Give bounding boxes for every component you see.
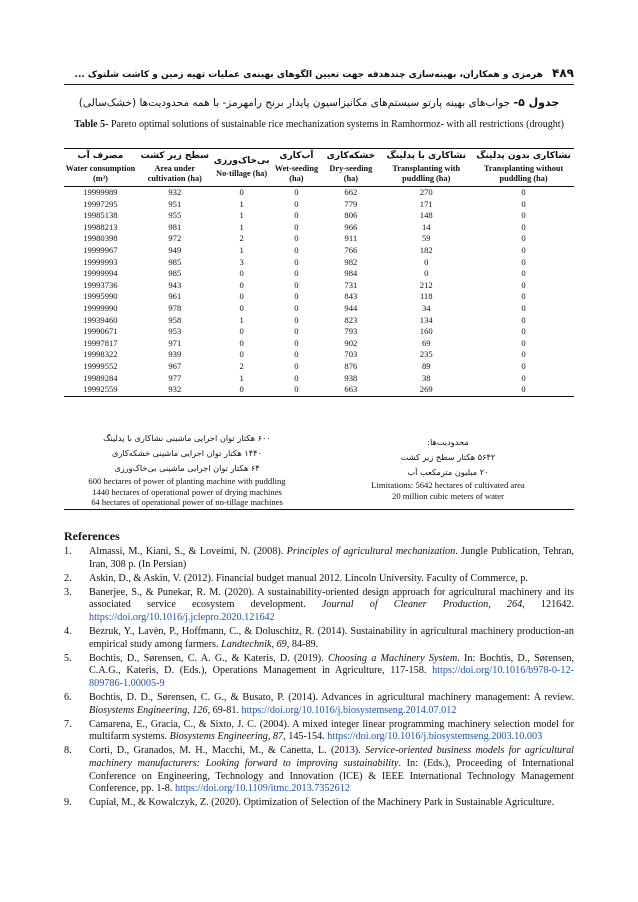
table-cell: 902 (344, 337, 358, 348)
table-cell: 0 (294, 302, 299, 313)
running-header (64, 66, 574, 85)
reference-number: 1. (64, 546, 72, 557)
reference-text: Askin, D., & Askin, V. (2012). Financial budget manual 2012. Lincoln University. Faculty of Commerce, p. (89, 572, 528, 584)
table-cell: 0 (239, 279, 244, 290)
notes-limitations (322, 431, 574, 501)
reference-text: Cupiał, M., & Kowalczyk, Z. (2020). Optimization of Selection of the Machinery Park in Sustainable Agriculture. (89, 797, 555, 809)
note-en-1: 600 hectares of power of planting machine with puddling (88, 476, 286, 486)
reference-doi-link[interactable]: https://doi.org/10.1016/j.biosystemseng.2014.07.012 (241, 704, 457, 716)
table-cell: 19985138 (83, 210, 118, 221)
table-cell: 0 (521, 279, 526, 290)
table-row (64, 361, 574, 373)
reference-number: 7. (64, 718, 72, 730)
note-fa-3: ۶۴ هکتار توان اجرایی ماشینی بی‌خاک‌ورزی (114, 463, 260, 473)
table-row (64, 338, 574, 350)
table-cell: 961 (168, 291, 182, 302)
table-cell: 0 (239, 302, 244, 313)
reference-doi-link[interactable]: https://doi.org/10.1016/b978-0-12-809786-1.00005-9 (89, 665, 574, 689)
reference-text: . In: (Eds.), Proceeding of International Conference on Engineering, Technology and Innovation (ICE) & IEEE International Technology Management Conference, pp. 1-8. (89, 758, 574, 795)
table-cell: 0 (473, 384, 574, 396)
reference-text: , 145-154. (283, 731, 328, 743)
table-cell: 0 (521, 337, 526, 348)
reference-item (64, 573, 574, 586)
table-cell: 949 (168, 244, 182, 255)
table-cell: 843 (344, 291, 358, 302)
reference-text: Camarena, E., Gracia, C., & Sixto, J. C. (2004). A mixed integer linear programming machinery selection model for multifarm systems. (89, 718, 574, 743)
table-cell: 766 (344, 244, 358, 255)
table-cell: 69 (421, 337, 431, 348)
table-cell: 182 (419, 244, 433, 255)
pareto-table (64, 148, 574, 397)
column-header (379, 149, 473, 187)
table-cell: 148 (419, 210, 433, 221)
table-cell: 0 (294, 372, 299, 383)
table-cell: 2 (239, 360, 244, 371)
references-list (64, 546, 574, 811)
table-header-row (64, 149, 574, 187)
reference-doi-link[interactable]: https://doi.org/10.1109/itmc.2013.7352612 (175, 783, 350, 795)
reference-item (64, 587, 574, 625)
table-cell: 34 (421, 302, 431, 313)
table-cell: 134 (419, 314, 433, 325)
table-cell: 0 (239, 187, 244, 197)
table-cell: 0 (521, 302, 526, 313)
table-row (64, 315, 574, 327)
table-cell: 806 (344, 210, 358, 221)
references-heading: References (64, 529, 120, 543)
reference-text: 121642. (524, 599, 574, 611)
column-header-fa: مصرف آب (77, 151, 124, 161)
reference-item (64, 546, 574, 571)
table-cell: 943 (168, 279, 182, 290)
table-row (64, 291, 574, 303)
reference-number: 6. (64, 692, 72, 704)
table-cell: 0 (294, 349, 299, 360)
table-cell: 0 (294, 279, 299, 290)
table-cell: 0 (294, 256, 299, 267)
reference-text: Bochtis, D., Sørensen, C. A. G., & Kateris, D. (2019). (89, 652, 328, 664)
table-cell: 0 (239, 291, 244, 302)
table-cell: 0 (521, 291, 526, 302)
table-cell: 19990671 (83, 326, 118, 337)
table-cell: 1 (239, 314, 244, 325)
reference-text: Banerjee, S., & Punekar, R. M. (2020). A sustainability-oriented design approach for agricultural machinery and its associated service ecosystem development. (89, 586, 574, 611)
reference-text: Bochtis, D. D., Sørensen, C. G., & Busato, P. (2014). Advances in agricultural machinery management: A review. (89, 692, 574, 704)
reference-item (64, 653, 574, 691)
reference-title: Journal of Cleaner Production, 264, (321, 599, 525, 611)
table-row (64, 233, 574, 245)
table-cell: 0 (294, 268, 299, 279)
column-header (137, 149, 213, 187)
table-row (64, 326, 574, 338)
table-cell: 19939460 (83, 314, 118, 325)
table-row (64, 199, 574, 211)
table-row (64, 187, 574, 199)
table-cell: 876 (344, 360, 358, 371)
note-fa-1: ۶۰۰ هکتار توان اجرایی ماشینی نشاکاری با پدلینگ (103, 433, 271, 443)
table-cell: 1 (239, 210, 244, 221)
table-cell: 160 (419, 326, 433, 337)
table-row (64, 210, 574, 222)
reference-text: , 84-89. (286, 638, 319, 650)
table-cell: 944 (344, 302, 358, 313)
column-header (271, 149, 323, 187)
table-cell: 270 (419, 187, 433, 197)
limitation-en-1: Limitations: 5642 hectares of cultivated area (371, 480, 525, 490)
reference-number: 9. (64, 797, 72, 809)
column-header-en: Area under cultivation (ha) (147, 164, 202, 183)
column-header (473, 149, 574, 187)
table-cell: 0 (294, 187, 299, 197)
table-cell: 3 (239, 256, 244, 267)
column-header-fa: خشکه‌کاری (326, 151, 376, 161)
table-row (64, 349, 574, 361)
table-cell: 0 (213, 384, 271, 396)
table-cell: 0 (521, 210, 526, 221)
table-cell: 2 (239, 233, 244, 244)
table-row (64, 384, 574, 396)
table-cell: 966 (344, 221, 358, 232)
note-en-2: 1440 hectares of operational power of drying machines (92, 486, 282, 497)
reference-text: . In: Bochtis, D., Sørensen, C.A.G., Kateris, D. (Eds.), Operations Management in Agriculture, 117-158. (89, 652, 575, 677)
reference-number: 4. (64, 626, 72, 638)
reference-title: Service-oriented business models for agricultural machinery manufacturers: Looking forward to improving sustainability (89, 745, 575, 769)
table-cell: 779 (344, 198, 358, 209)
reference-item (64, 692, 574, 717)
column-header (64, 149, 137, 187)
table-cell: 985 (168, 268, 182, 279)
table-cell: 985 (168, 256, 182, 267)
table-cell: 0 (239, 326, 244, 337)
table-row (64, 268, 574, 280)
table-cell: 269 (379, 384, 473, 396)
table-cell: 1 (239, 198, 244, 209)
reference-title: Choosing a Machinery System (327, 652, 458, 664)
table-cell: 0 (239, 268, 244, 279)
limitation-en-2: 20 million cubic meters of water (392, 490, 504, 501)
table-cell: 235 (419, 349, 433, 360)
table-cell: 19999989 (83, 187, 118, 197)
table-row (64, 245, 574, 257)
table-cell: 0 (294, 233, 299, 244)
page-number: ۴۸۹ (552, 66, 574, 80)
column-header-fa: نشاکاری با پدلینگ (386, 151, 466, 161)
table-cell: 118 (419, 291, 433, 302)
table-notes (64, 431, 574, 510)
table-cell: 953 (168, 326, 182, 337)
table-cell: 0 (521, 198, 526, 209)
table-caption-fa-text: جواب‌های بهینه پارتو سیستم‌های مکانیزاسیون پایدار برنج رامهرمز- با همه محدودیت‌ها (خشک‌سالی) (78, 97, 511, 109)
table-caption-en (60, 118, 578, 131)
table-cell: 0 (521, 372, 526, 383)
table-caption-fa-label: جدول ۵- (513, 96, 560, 109)
table-cell: 823 (344, 314, 358, 325)
column-header-en: No-tillage (ha) (216, 169, 268, 178)
table-caption-fa (60, 96, 578, 109)
column-header-en: Wet-seeding (ha) (274, 164, 319, 183)
table-cell: 0 (294, 221, 299, 232)
reference-text: Corti, D., Granados, M. H., Macchi, M., & Canetta, L. (2013). (89, 745, 366, 757)
table-cell: 0 (521, 187, 526, 197)
limitation-fa-2: ۲۰ میلیون مترمکعب آب (407, 467, 489, 477)
table-cell: 731 (344, 279, 358, 290)
limitations-title-fa: محدودیت‌ها: (427, 437, 469, 447)
table-cell: 0 (521, 221, 526, 232)
table-cell: 703 (344, 349, 358, 360)
reference-number: 5. (64, 652, 72, 664)
limitation-fa-1: ۵۶۴۲ هکتار سطح زیر کشت (400, 452, 496, 462)
table-cell: 0 (294, 198, 299, 209)
table-cell: 1 (239, 244, 244, 255)
table-cell: 19998322 (83, 349, 118, 360)
column-header-fa: نشاکاری بدون پدلینگ (476, 151, 571, 161)
reference-text: Almassi, M., Kiani, S., & Loveimi, N. (2008). (89, 546, 287, 557)
table-cell: 981 (168, 221, 182, 232)
table-cell: 0 (521, 326, 526, 337)
column-header-fa: آب‌کاری (279, 151, 314, 161)
column-header-en: Water consumption (m³) (65, 164, 136, 183)
reference-text: Bezruk, Y., Lavèn, P., Hoffmann, C., & Doluschitz, R. (2014). Sustainability in agricultural machinery production-an empirical study among farmers. (89, 626, 574, 650)
table-row (64, 280, 574, 292)
column-header (322, 149, 379, 187)
table-cell: 19999994 (83, 268, 118, 279)
table-cell: 19997295 (83, 198, 118, 209)
column-header (213, 149, 271, 187)
reference-number: 3. (64, 586, 72, 598)
table-cell: 972 (168, 233, 182, 244)
note-fa-2: ۱۴۴۰ هکتار توان اجرایی ماشینی خشکه‌کاری (112, 448, 262, 458)
table-cell: 971 (168, 337, 182, 348)
running-title: هرمزی و همکاران، بهینه‌سازی چندهدفه جهت تعیین الگوهای بهینه‌ی عملیات تهیه زمین و کاشت شلتوک ... (74, 70, 543, 80)
table-cell: 19980398 (83, 233, 118, 244)
table-cell: 0 (521, 256, 526, 267)
table-cell: 0 (521, 268, 526, 279)
table-cell: 951 (168, 198, 182, 209)
reference-item (64, 626, 574, 651)
table-cell: 38 (421, 372, 431, 383)
table-cell: 938 (344, 372, 358, 383)
reference-number: 8. (64, 745, 72, 757)
reference-title: Biosystems Engineering, 87 (169, 731, 284, 743)
reference-item (64, 719, 574, 744)
table-cell: 0 (424, 268, 429, 279)
table-cell: 0 (294, 314, 299, 325)
reference-item (64, 797, 574, 810)
table-cell: 19999993 (83, 256, 118, 267)
table-cell: 1 (239, 221, 244, 232)
table-cell: 977 (168, 372, 182, 383)
table-cell: 0 (424, 256, 429, 267)
table-cell: 19988213 (83, 221, 118, 232)
table-cell: 911 (344, 233, 358, 244)
table-cell: 967 (168, 360, 182, 371)
table-cell: 14 (421, 221, 431, 232)
table-cell: 0 (294, 326, 299, 337)
table-cell: 0 (239, 337, 244, 348)
table-cell: 19999967 (83, 244, 118, 255)
table-cell: 662 (344, 187, 358, 197)
column-header-fa: سطح زیر کشت (140, 151, 210, 161)
table-caption-en-text: Pareto optimal solutions of sustainable rice mechanization systems in Ramhormoz- with all restrictions (drought) (110, 119, 564, 130)
table-cell: 958 (168, 314, 182, 325)
table-cell: 212 (419, 279, 433, 290)
reference-doi-link[interactable]: https://doi.org/10.1016/j.biosystemseng.2003.10.003 (327, 731, 543, 743)
table-cell: 19999990 (83, 302, 118, 313)
column-header-fa: بی‌خاک‌ورزی (213, 156, 270, 166)
table-row (64, 257, 574, 269)
table-cell: 1 (239, 372, 244, 383)
column-header-en: Transplanting with puddling (ha) (392, 164, 461, 183)
table-cell: 59 (421, 233, 431, 244)
table-cell: 0 (521, 314, 526, 325)
table-cell: 0 (294, 360, 299, 371)
table-row (64, 222, 574, 234)
table-cell: 89 (421, 360, 431, 371)
table-cell: 0 (239, 349, 244, 360)
table-cell: 793 (344, 326, 358, 337)
table-cell: 0 (294, 337, 299, 348)
table-cell: 19989284 (83, 372, 118, 383)
table-cell: 0 (521, 233, 526, 244)
table-body (64, 187, 574, 397)
notes-capacities (64, 431, 310, 508)
table-cell: 0 (521, 360, 526, 371)
table-cell: 982 (344, 256, 358, 267)
table-cell: 19997817 (83, 337, 118, 348)
table-cell: 978 (168, 302, 182, 313)
note-en-3: 64 hectares of operational power of no-tillage machines (91, 497, 283, 507)
table-row (64, 373, 574, 385)
table-cell: 0 (271, 384, 323, 396)
reference-item (64, 745, 574, 795)
column-header-en: Transplanting without puddling (ha) (483, 164, 564, 183)
table-cell: 0 (521, 244, 526, 255)
table-cell: 0 (294, 244, 299, 255)
table-cell: 663 (322, 384, 379, 396)
table-cell: 0 (294, 291, 299, 302)
table-cell: 19999552 (83, 360, 118, 371)
table-cell: 19992559 (64, 384, 137, 396)
table-cell: 955 (168, 210, 182, 221)
reference-title: Biosystems Engineering, 126 (89, 704, 208, 716)
reference-title: Principles of agricultural mechanization (286, 546, 456, 557)
reference-title: Landtechnik, 69 (221, 638, 287, 650)
table-caption-en-label: Table 5- (74, 119, 109, 130)
table-cell: 0 (294, 210, 299, 221)
table-cell: 932 (168, 187, 182, 197)
table-cell: 939 (168, 349, 182, 360)
column-header-en: Dry-seeding (ha) (329, 164, 373, 183)
reference-doi-link[interactable]: https://doi.org/10.1016/j.jclepro.2020.121642 (89, 611, 275, 623)
table-row (64, 303, 574, 315)
reference-number: 2. (64, 572, 72, 584)
table-cell: 171 (419, 198, 433, 209)
table-cell: 984 (344, 268, 358, 279)
reference-text: . Jungle Publication, Tehran, Iran, 308 p. (In Persian) (89, 546, 574, 570)
table-cell: 0 (521, 349, 526, 360)
table-cell: 19995990 (83, 291, 118, 302)
table-cell: 932 (137, 384, 213, 396)
reference-text: , 69-81. (207, 704, 242, 716)
table-cell: 19993736 (83, 279, 118, 290)
